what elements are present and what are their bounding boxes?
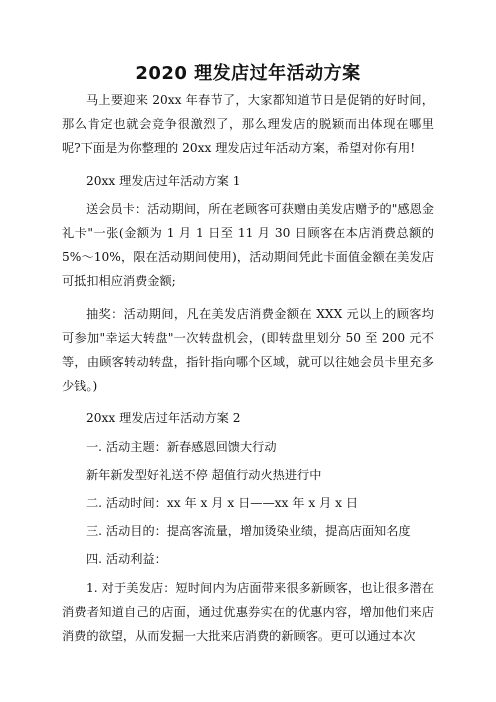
document-title: 2020 理发店过年活动方案 (135, 63, 361, 84)
paragraph-membership-card: 送会员卡：活动期间，所在老顾客可获赠由美发店赠予的"感恩金礼卡"一张(金额为 1 月 1 日至 11 月 30 日顾客在本店消费总额的 5%～10%，限在活动期间使用)，活动期间凭此卡面值金额在美发店可抵扣相应消费金额; (62, 201, 434, 289)
section-heading-plan-1: 20xx 理发店过年活动方案 1 (86, 173, 241, 188)
activity-benefits-heading: 四. 活动利益： (86, 552, 167, 567)
benefit-paragraph-1: 1. 对于美发店：短时间内为店面带来很多新顾客，也让很多潜在消费者知道自己的店面，通过优惠券实在的优惠内容，增加他们来店消费的欲望，从而发掘一大批来店消费的新顾客。更可以通过本次 (62, 580, 434, 644)
section-heading-plan-2: 20xx 理发店过年活动方案 2 (86, 411, 241, 426)
paragraph-lottery: 抽奖：活动期间，凡在美发店消费金额在 XXX 元以上的顾客均可参加"幸运大转盘"一次转盘机会，(即转盘里划分 50 至 200 元不等，由顾客转动转盘，指针指向哪个区域，就可以往她会员卡里充多少钱。) (62, 306, 434, 394)
intro-paragraph: 马上要迎来 20xx 年春节了，大家都知道节日是促销的好时间，那么肯定也就会竞争很激烈了，那么理发店的脱颖而出体现在哪里呢?下面是为你整理的 20xx 理发店过年活动方案，希望对你有用! (62, 93, 434, 156)
activity-theme: 一. 活动主题：新春感恩回馈大行动 (86, 439, 277, 454)
activity-purpose: 三. 活动目的：提高客流量，增加烫染业绩，提高店面知名度 (86, 524, 411, 539)
document-body (62, 88, 434, 656)
activity-slogan: 新年新发型好礼送不停 超值行动火热进行中 (86, 467, 322, 482)
activity-time: 二. 活动时间：xx 年 x 月 x 日——xx 年 x 月 x 日 (86, 496, 359, 511)
